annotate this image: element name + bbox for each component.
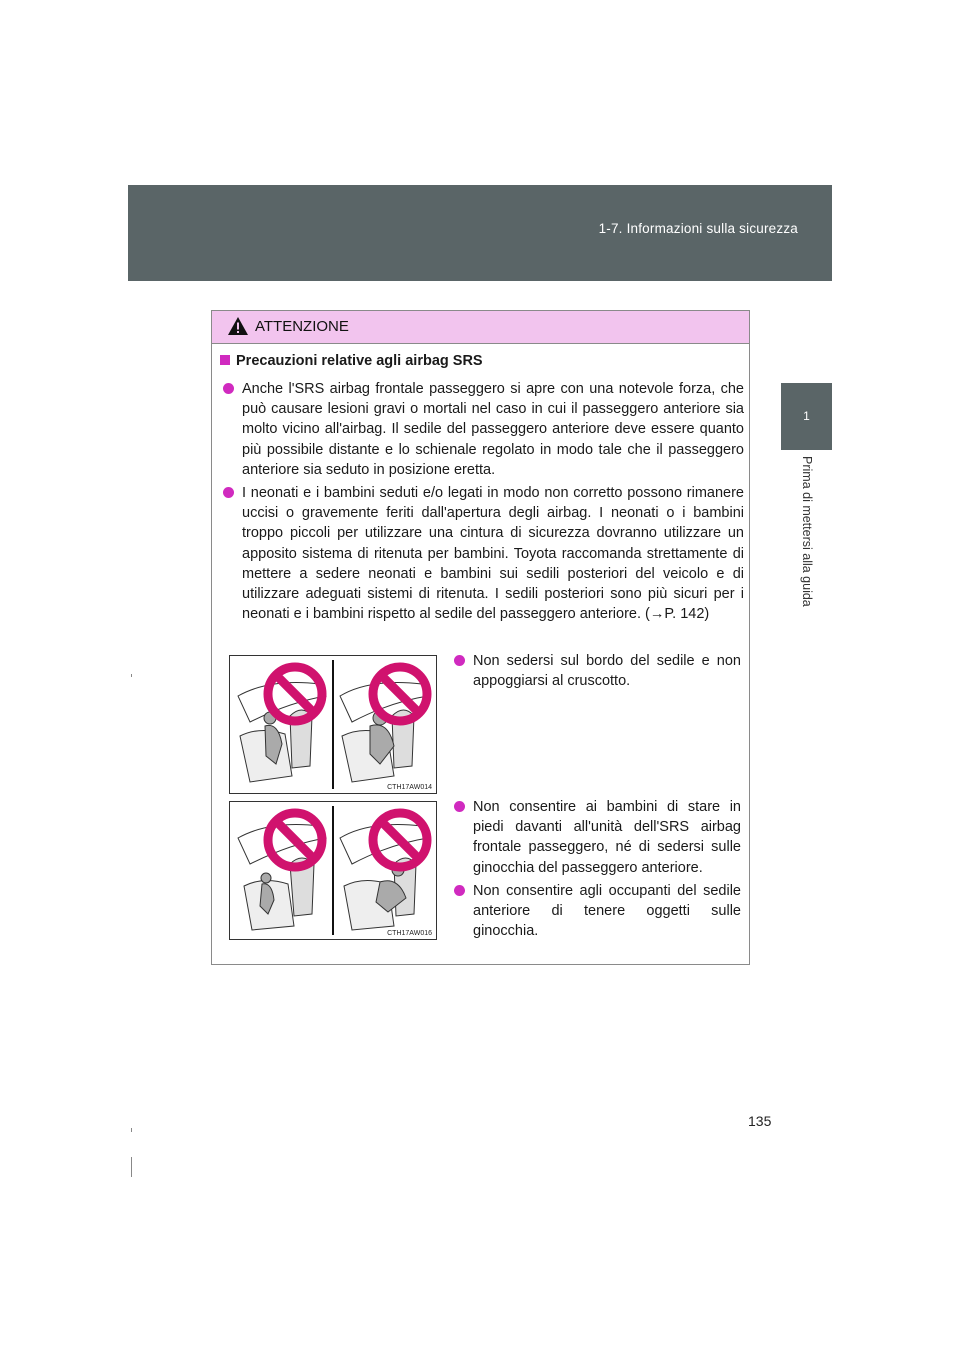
warning-triangle-icon bbox=[227, 316, 249, 336]
chapter-side-label bbox=[797, 456, 819, 646]
note-text: Non sedersi sul bordo del sedile e non appoggiarsi al cruscotto. bbox=[473, 653, 741, 690]
heading-text: Precauzioni relative agli airbag SRS bbox=[236, 353, 483, 369]
paragraph-text: I neonati e i bambini seduti e/o legati in modo non corretto possono rimanere uccisi o gravemente feriti dall'apertura degli airbag. I neonati o i bambini troppo piccoli per utilizzare una cintura di sicurezza dovranno utilizzare un apposito sistema di ritenuta per bambini. Toyota raccomanda strettamente di mettere a sedere neonati e bambini sui sedili posteriori del veicolo e di utilizzare adeguati sistemi di ritenuta. I sedili posteriori sono più sicuri per i neonati e i bambini rispetto al sedile del passeggero anteriore. (→P. 142) bbox=[242, 485, 744, 623]
paragraph-airbag-force bbox=[242, 379, 744, 480]
crop-mark bbox=[131, 1157, 132, 1177]
circle-bullet-icon bbox=[454, 885, 465, 896]
image-code: CTH17AW016 bbox=[387, 930, 432, 937]
paragraph-text: Anche l'SRS airbag frontale passeggero si apre con una notevole forza, che può causare lesioni gravi o mortali nel caso in cui il passeggero anteriore sia molto vicino all'airbag. Il sedile del passeggero anteriore deve essere quanto più possibile distante e lo schienale regolato in modo tale che il passeggero anteriore sia seduto in posizione eretta. bbox=[242, 381, 744, 478]
chapter-number: 1 bbox=[803, 409, 810, 423]
circle-bullet-icon bbox=[223, 383, 234, 394]
chapter-title: Prima di mettersi alla guida bbox=[800, 456, 814, 607]
car-interior-illustration bbox=[230, 656, 436, 793]
circle-bullet-icon bbox=[454, 801, 465, 812]
circle-bullet-icon bbox=[454, 655, 465, 666]
warning-title: ATTENZIONE bbox=[255, 318, 349, 335]
note-objects-lap bbox=[473, 881, 741, 942]
page-number: 135 bbox=[748, 1113, 772, 1129]
chapter-tab bbox=[781, 383, 832, 450]
paragraph-children bbox=[242, 483, 744, 624]
illustration-seat-edge bbox=[229, 655, 437, 794]
crop-mark bbox=[131, 674, 132, 677]
car-interior-illustration bbox=[230, 802, 436, 939]
note-child-standing bbox=[473, 797, 741, 878]
crop-mark bbox=[131, 1128, 132, 1132]
warning-header bbox=[212, 311, 749, 344]
circle-bullet-icon bbox=[223, 487, 234, 498]
warning-box bbox=[211, 310, 750, 965]
square-bullet-icon bbox=[220, 355, 230, 365]
note-text: Non consentire agli occupanti del sedile anteriore di tenere oggetti sulle ginocchia. bbox=[473, 883, 741, 940]
illustration-child-standing bbox=[229, 801, 437, 940]
warning-heading bbox=[220, 353, 483, 369]
section-title: 1-7. Informazioni sulla sicurezza bbox=[598, 221, 798, 236]
note-seat-edge bbox=[473, 651, 741, 691]
image-code: CTH17AW014 bbox=[387, 784, 432, 791]
note-text: Non consentire ai bambini di stare in piedi davanti all'unità dell'SRS airbag frontale passeggero, né di sedersi sulle ginocchia del passeggero anteriore. bbox=[473, 799, 741, 876]
header-bar bbox=[128, 185, 832, 281]
